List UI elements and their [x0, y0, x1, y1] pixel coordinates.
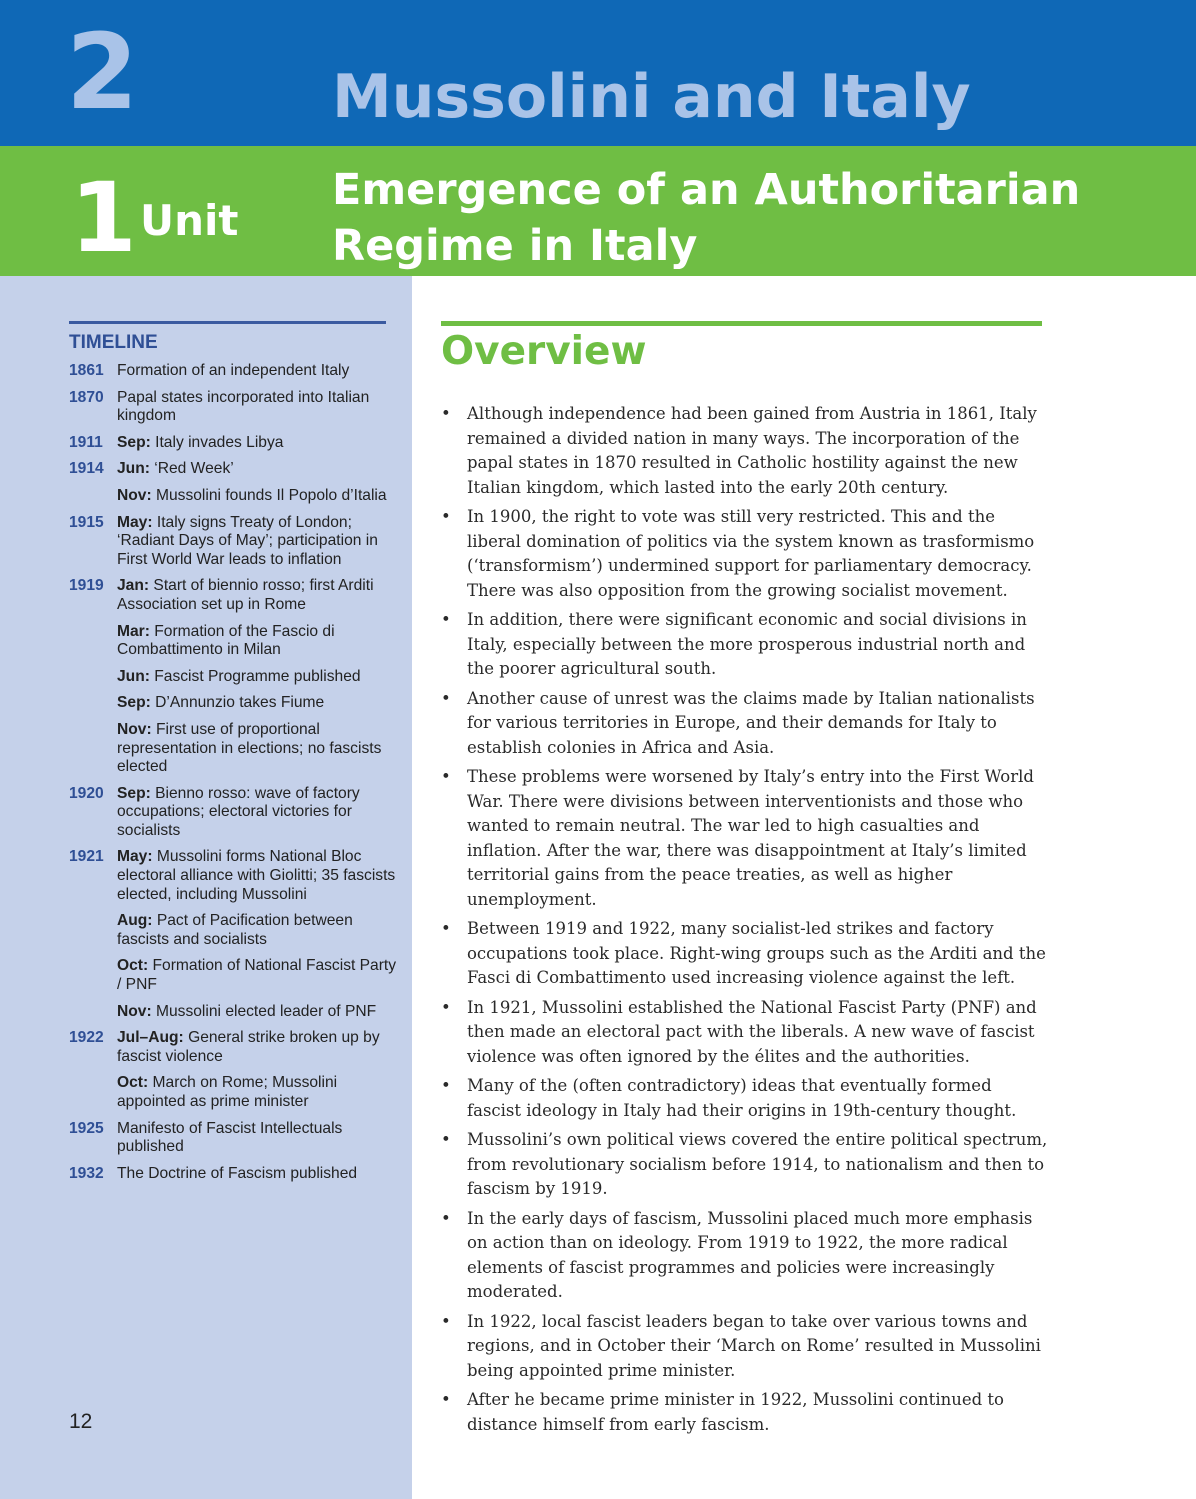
overview-bullet-text: Although independence had been gained from Austria in 1861, Italy remained a divided nation in many ways. The incorporation of the papal states in 1870 resulted in Catholic hostility against the new Italian kingdom, which lasted into the early 20th century.: [467, 404, 1037, 497]
overview-bullet: [441, 917, 1049, 991]
timeline-year: 1915: [69, 513, 104, 531]
timeline-event: Italy invades Libya: [155, 433, 284, 451]
timeline-month-label: Jun:: [117, 460, 150, 478]
overview-bullet-text: In 1922, local fascist leaders began to take over various towns and regions, and in October their ‘March on Rome’ resulted in Mussolini being appointed prime minister.: [467, 1311, 1041, 1380]
unit-title-line: Emergence of an Authoritarian: [332, 165, 1081, 215]
timeline-year: [69, 1003, 117, 1022]
timeline-entry: [69, 487, 399, 506]
overview-bullet-text: In the early days of fascism, Mussolini placed much more emphasis on action than on ideology. From 1919 to 1922, the more radical elements of fascist programmes and policies were increasingly moderated.: [467, 1208, 1033, 1301]
timeline-text: [117, 848, 399, 904]
timeline-text: [117, 434, 399, 453]
timeline-entry: [69, 362, 399, 381]
timeline-year: 1919: [69, 577, 104, 595]
timeline-entry: [69, 848, 399, 904]
timeline-heading: TIMELINE: [69, 332, 158, 353]
timeline-entry: [69, 460, 399, 479]
overview-rule: [441, 321, 1042, 326]
timeline-event: D’Annunzio takes Fiume: [155, 694, 325, 712]
timeline-event: Pact of Pacification between fascists and socialists: [117, 912, 353, 948]
timeline-entry: [69, 694, 399, 713]
timeline-event: General strike broken up by fascist violence: [117, 1029, 380, 1065]
timeline-text: [117, 362, 399, 381]
timeline-year: [69, 912, 117, 949]
timeline-year: 1870: [69, 388, 104, 406]
timeline-month-label: Aug:: [117, 912, 153, 930]
timeline-text: [117, 623, 399, 660]
timeline-rule: [69, 321, 386, 324]
timeline-text: [117, 514, 399, 570]
timeline-text: [117, 487, 399, 506]
timeline-year: [69, 487, 117, 506]
timeline-text: [117, 694, 399, 713]
unit-title-line: Regime in Italy: [332, 221, 698, 271]
overview-bullet: [441, 687, 1049, 761]
timeline-event: Formation of an independent Italy: [117, 362, 350, 379]
timeline-year: 1920: [69, 784, 104, 802]
timeline-entry: [69, 721, 399, 777]
timeline-month-label: Mar:: [117, 622, 150, 640]
overview-bullet-text: Many of the (often contradictory) ideas that eventually formed fascist ideology in Italy had their origins in 19th-century thought.: [467, 1076, 1017, 1120]
unit-title: [332, 162, 1092, 274]
bullet-icon: •: [441, 610, 451, 629]
bullet-icon: •: [441, 1390, 451, 1409]
bullet-icon: •: [441, 1076, 451, 1095]
overview-bullet-text: Between 1919 and 1922, many socialist-led strikes and factory occupations took place. Right-wing groups such as the Arditi and the Fasci di Combattimento used increasing violence against the left.: [467, 919, 1046, 987]
timeline-event: ‘Red Week’: [154, 460, 234, 478]
bullet-icon: •: [441, 767, 451, 786]
timeline-entry: [69, 1029, 399, 1066]
overview-bullet: [441, 1388, 1049, 1437]
overview-bullet-text: After he became prime minister in 1922, Mussolini continued to distance himself from early fascism.: [467, 1390, 1004, 1434]
bullet-icon: •: [441, 919, 451, 938]
bullet-icon: •: [441, 688, 451, 708]
timeline-year: 1925: [69, 1119, 104, 1137]
timeline-entry: [69, 1074, 399, 1111]
timeline-month-label: Jan:: [117, 577, 150, 595]
timeline-text: [117, 1165, 399, 1184]
timeline-month-label: Jul–Aug:: [117, 1029, 184, 1047]
timeline-event: Formation of National Fascist Party / PNF: [117, 957, 397, 994]
overview-bullet: [441, 608, 1049, 682]
overview-bullet-text: In 1900, the right to vote was still very restricted. This and the liberal domination of politics via the system known as trasformismo (‘transformism’) undermined support for parliamentary democracy. There was also opposition from the growing socialist movement.: [467, 507, 1035, 600]
timeline-event: Formation of the Fascio di Combattimento in Milan: [117, 622, 335, 659]
timeline-entry: [69, 1120, 399, 1157]
timeline-year: [69, 721, 117, 777]
timeline-entry: [69, 389, 399, 426]
timeline-month-label: Nov:: [117, 1002, 152, 1020]
timeline-month-label: May:: [117, 513, 153, 531]
timeline-text: [117, 912, 399, 949]
timeline-event: First use of proportional representation in elections; no fascists elected: [117, 720, 382, 776]
page-number: 12: [69, 1410, 93, 1433]
timeline-entry: [69, 577, 399, 614]
overview-bullet-text: These problems were worsened by Italy’s entry into the First World War. There were divisions between interventionists and those who wanted to remain neutral. The war led to high casualties and inflation. After the war, there was disappointment at Italy’s limited territorial gains from the peace treaties, as well as higher unemployment.: [467, 767, 1034, 909]
chapter-title: Mussolini and Italy: [332, 62, 971, 132]
timeline-year: [69, 623, 117, 660]
timeline-year: 1932: [69, 1164, 104, 1182]
timeline-text: [117, 460, 399, 479]
overview-bullet-text: In addition, there were significant economic and social divisions in Italy, especially between the more prosperous industrial north and the poorer agricultural south.: [467, 610, 1027, 678]
timeline-year: [69, 694, 117, 713]
timeline-entry: [69, 514, 399, 570]
overview-heading: Overview: [441, 329, 647, 374]
timeline-text: [117, 1120, 399, 1157]
timeline-text: [117, 957, 399, 994]
overview-bullet: [441, 1128, 1049, 1202]
timeline-month-label: Sep:: [117, 694, 151, 712]
timeline-entry: [69, 1165, 399, 1184]
timeline-text: [117, 389, 399, 426]
timeline-month-label: May:: [117, 848, 153, 866]
bullet-icon: •: [441, 1208, 451, 1228]
timeline-year: 1861: [69, 362, 104, 379]
bullet-icon: •: [441, 1130, 451, 1149]
timeline-entry: [69, 623, 399, 660]
timeline-entry: [69, 785, 399, 841]
overview-bullet: [441, 996, 1049, 1070]
bullet-icon: •: [441, 507, 451, 526]
timeline-year: 1914: [69, 460, 104, 478]
timeline-event: Mussolini elected leader of PNF: [156, 1002, 377, 1020]
timeline-entry: [69, 912, 399, 949]
timeline-list: [69, 362, 399, 1191]
overview-bullet: [441, 1310, 1049, 1384]
timeline-event: Fascist Programme published: [154, 667, 361, 685]
timeline-event: Papal states incorporated into Italian kingdom: [117, 388, 370, 425]
unit-number: 1: [70, 162, 137, 274]
timeline-event: Manifesto of Fascist Intellectuals published: [117, 1119, 343, 1156]
timeline-text: [117, 1074, 399, 1111]
timeline-year: [69, 1074, 117, 1111]
timeline-entry: [69, 957, 399, 994]
timeline-text: [117, 1029, 399, 1066]
timeline-year: 1911: [69, 433, 103, 451]
timeline-event: Mussolini founds Il Popolo d’Italia: [156, 486, 387, 504]
timeline-event: The Doctrine of Fascism published: [117, 1164, 358, 1182]
timeline-month-label: Oct:: [117, 957, 149, 975]
bullet-icon: •: [441, 404, 451, 423]
overview-bullet: [441, 1074, 1049, 1123]
overview-bullet: [441, 402, 1049, 500]
timeline-entry: [69, 1003, 399, 1022]
timeline-month-label: Oct:: [117, 1074, 149, 1092]
timeline-year: [69, 668, 117, 687]
timeline-month-label: Nov:: [117, 486, 152, 504]
timeline-event: March on Rome; Mussolini appointed as prime minister: [117, 1074, 338, 1110]
overview-bullet: [441, 505, 1049, 603]
timeline-entry: [69, 434, 399, 453]
timeline-text: [117, 577, 399, 614]
timeline-year: 1922: [69, 1029, 104, 1047]
timeline-year: 1921: [69, 848, 104, 866]
overview-bullet-text: In 1921, Mussolini established the National Fascist Party (PNF) and then made an electoral pact with the liberals. A new wave of fascist violence was often ignored by the élites and the authorities.: [467, 997, 1037, 1066]
timeline-month-label: Sep:: [117, 784, 151, 802]
overview-bullet-text: Mussolini’s own political views covered the entire political spectrum, from revolutionary socialism before 1914, to nationalism and then to fascism by 1919.: [467, 1130, 1048, 1198]
overview-bullet: [441, 1207, 1049, 1305]
timeline-text: [117, 785, 399, 841]
unit-label: Unit: [140, 196, 239, 245]
overview-bullet-list: [441, 402, 1049, 1442]
timeline-text: [117, 721, 399, 777]
timeline-month-label: Jun:: [117, 667, 150, 685]
chapter-number: 2: [66, 11, 139, 133]
timeline-event: Italy signs Treaty of London; ‘Radiant Days of May’; participation in First World War leads to inflation: [117, 513, 378, 568]
timeline-month-label: Sep:: [117, 433, 151, 451]
timeline-text: [117, 668, 399, 687]
timeline-month-label: Nov:: [117, 720, 152, 738]
overview-bullet-text: Another cause of unrest was the claims made by Italian nationalists for various territories in Europe, and their demands for Italy to establish colonies in Africa and Asia.: [467, 688, 1035, 757]
timeline-entry: [69, 668, 399, 687]
bullet-icon: •: [441, 997, 451, 1017]
overview-bullet: [441, 765, 1049, 912]
timeline-event: Bienno rosso: wave of factory occupations; electoral victories for socialists: [117, 784, 360, 839]
timeline-text: [117, 1003, 399, 1022]
timeline-year: [69, 957, 117, 994]
timeline-event: Mussolini forms National Bloc electoral alliance with Giolitti; 35 fascists elected, including Mussolini: [117, 848, 396, 903]
timeline-event: Start of biennio rosso; first Arditi Association set up in Rome: [117, 577, 374, 613]
bullet-icon: •: [441, 1311, 451, 1331]
